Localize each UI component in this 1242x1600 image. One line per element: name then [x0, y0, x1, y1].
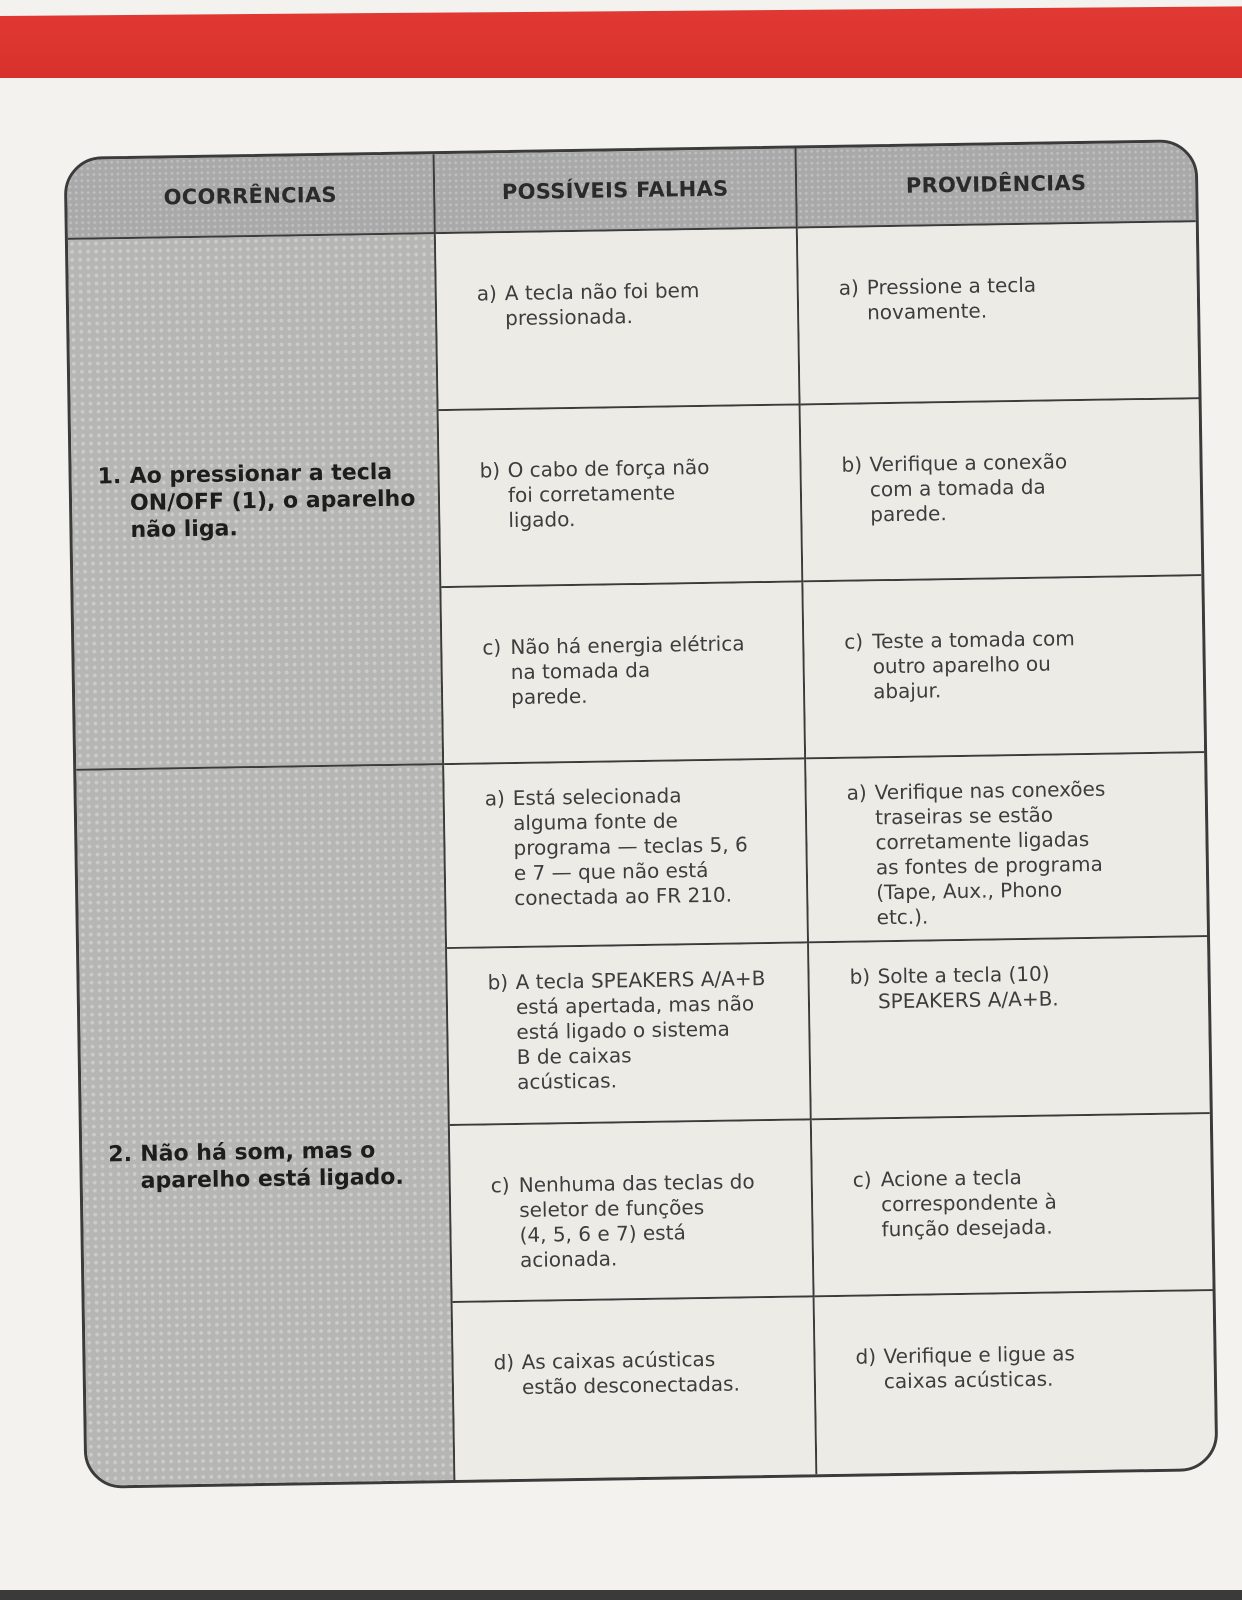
falha-text: O cabo de força não foi corretamente ligado.: [507, 454, 710, 533]
item-letter: a): [838, 275, 860, 300]
falha-2d: [453, 1297, 818, 1480]
item-letter: a): [484, 786, 505, 811]
falha-text: Está selecionada alguma fonte de programa — teclas 5, 6 e 7 — que não está conectada ao FR 210.: [512, 783, 748, 910]
item-letter: d): [855, 1344, 877, 1369]
troubleshooting-table: [64, 139, 1219, 1489]
item-letter: b): [841, 452, 863, 477]
providencia-text: Pressione a tecla novamente.: [866, 272, 1037, 325]
providencia-text: Verifique a conexão com a tomada da parede.: [869, 449, 1068, 527]
falha-text: Não há energia elétrica na tomada da parede.: [510, 631, 745, 710]
providencia-2c: [812, 1114, 1213, 1297]
providencia-1a: [798, 222, 1199, 405]
providencia-1b: [801, 399, 1202, 582]
item-letter: c): [482, 635, 502, 660]
item-letter: a): [846, 780, 867, 805]
item-letter: c): [490, 1173, 510, 1198]
occurrence-text: Não há som, mas o aparelho está ligado.: [140, 1138, 404, 1194]
falha-text: A tecla não foi bem pressionada.: [504, 278, 700, 331]
header-providencias: PROVIDÊNCIAS: [797, 142, 1196, 228]
item-letter: c): [844, 629, 864, 654]
falha-text: Nenhuma das teclas do seletor de funções (4, 5, 6 e 7) está acionada.: [518, 1169, 755, 1272]
occurrence-number: 2.: [108, 1142, 133, 1168]
top-red-band: [0, 0, 1242, 78]
falha-2a: [444, 759, 809, 949]
falha-text: As caixas acústicas estão desconectadas.: [521, 1346, 741, 1399]
header-ocorrencias: OCORRÊNCIAS: [67, 154, 436, 240]
providencia-text: Teste a tomada com outro aparelho ou abajur.: [872, 626, 1075, 704]
falha-1b: [439, 405, 804, 588]
occurrence-text: Ao pressionar a tecla ON/OFF (1), o aparelho não liga.: [129, 459, 416, 543]
providencia-text: Verifique nas conexões traseiras se estão corretamente ligadas as fontes de programa (Tape, Aux., Phono etc.).: [874, 776, 1106, 930]
item-letter: c): [852, 1167, 872, 1192]
providencia-text: Solte a tecla (10) SPEAKERS A/A+B.: [877, 961, 1059, 1014]
providencia-text: Acione a tecla correspondente à função desejada.: [880, 1165, 1057, 1242]
falha-1c: [441, 582, 806, 765]
providencia-2b: [809, 937, 1210, 1120]
occurrence-2: [76, 765, 455, 1486]
item-letter: d): [493, 1350, 515, 1375]
item-letter: a): [476, 281, 498, 306]
falha-2b: [447, 943, 812, 1126]
providencia-text: Verifique e ligue as caixas acústicas.: [883, 1341, 1076, 1394]
occurrence-1: [68, 234, 444, 771]
item-letter: b): [849, 964, 871, 989]
providencia-1c: [803, 576, 1204, 759]
falha-2c: [450, 1120, 815, 1303]
item-letter: b): [479, 458, 501, 483]
item-letter: b): [487, 970, 509, 995]
header-possiveis-falhas: POSSÍVEIS FALHAS: [435, 148, 798, 234]
providencia-2d: [815, 1291, 1216, 1474]
providencia-2a: [806, 753, 1207, 943]
occurrence-number: 1.: [97, 464, 122, 490]
falha-1a: [436, 228, 801, 411]
bottom-dark-band: [0, 1590, 1242, 1600]
falha-text: A tecla SPEAKERS A/A+B está apertada, mas não está ligado o sistema B de caixas acústicas.: [515, 966, 766, 1094]
